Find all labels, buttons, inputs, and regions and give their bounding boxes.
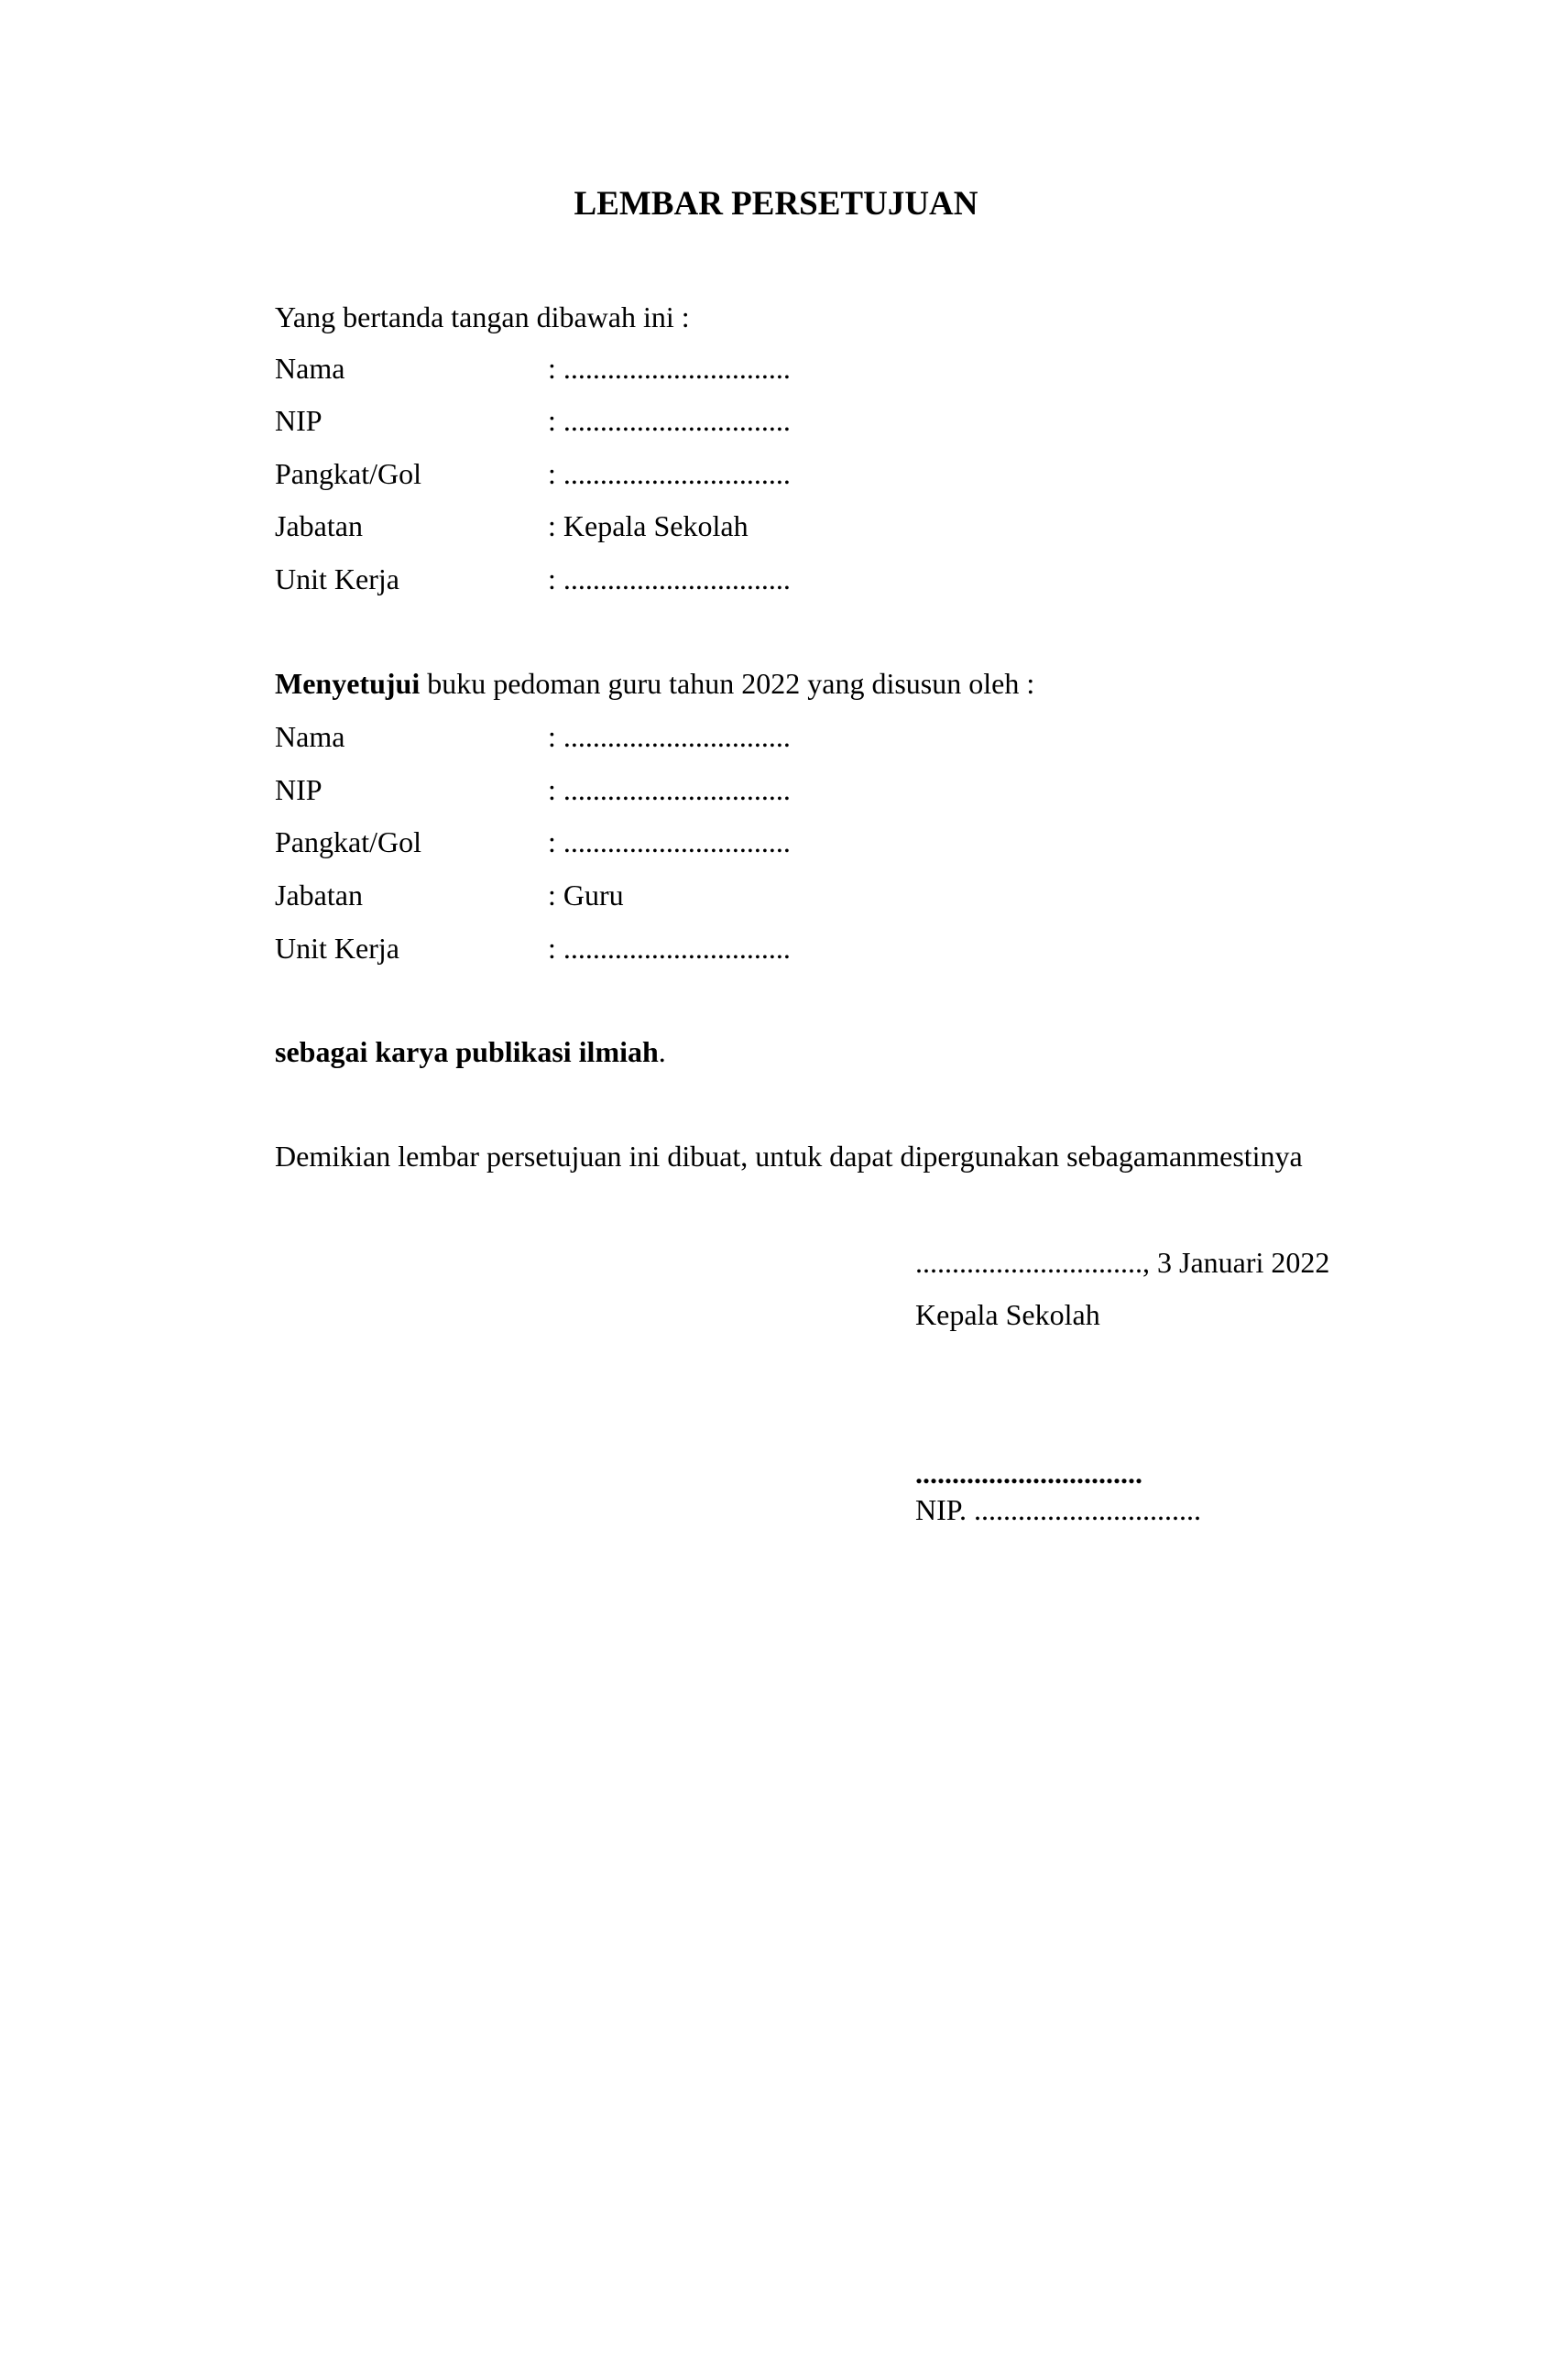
signature-role: Kepala Sekolah (915, 1298, 1100, 1331)
signer-value-pangkat: : ............................... (548, 457, 791, 490)
signer-value-nama: : ............................... (548, 352, 791, 385)
signer-value-nip: : ............................... (548, 404, 791, 437)
signer-value-jabatan: : Kepala Sekolah (548, 509, 749, 542)
author-label-nip: NIP (275, 773, 322, 806)
author-label-unit-kerja: Unit Kerja (275, 932, 399, 965)
signer-label-nip: NIP (275, 404, 322, 437)
author-label-pangkat: Pangkat/Gol (275, 825, 421, 858)
purpose-bold: sebagai karya publikasi ilmiah (275, 1035, 659, 1068)
signer-label-jabatan: Jabatan (275, 509, 363, 542)
signer-value-unit-kerja: : ............................... (548, 562, 791, 595)
author-value-jabatan: : Guru (548, 879, 624, 912)
author-label-nama: Nama (275, 720, 345, 753)
signer-label-nama: Nama (275, 352, 345, 385)
signer-label-pangkat: Pangkat/Gol (275, 457, 421, 490)
signature-name: ............................... (915, 1457, 1142, 1490)
purpose-statement (275, 1032, 666, 1072)
author-value-pangkat: : ............................... (548, 825, 791, 858)
approval-rest: buku pedoman guru tahun 2022 yang disusun oleh : (420, 667, 1035, 700)
signer-label-unit-kerja: Unit Kerja (275, 562, 399, 595)
author-label-jabatan: Jabatan (275, 879, 363, 912)
author-value-unit-kerja: : ............................... (548, 932, 791, 965)
signature-place-date: ..............................., 3 Januari 2022 (915, 1246, 1330, 1279)
purpose-rest: . (658, 1035, 666, 1068)
approval-bold: Menyetujui (275, 667, 421, 700)
author-value-nama: : ............................... (548, 720, 791, 753)
document-title: LEMBAR PERSETUJUAN (574, 185, 978, 223)
signature-nip: NIP. ............................... (915, 1493, 1202, 1526)
author-value-nip: : ............................... (548, 773, 791, 806)
approval-statement (275, 663, 1034, 704)
closing-statement: Demikian lembar persetujuan ini dibuat, untuk dapat dipergunakan sebagamanmestinya (275, 1140, 1303, 1173)
intro-text: Yang bertanda tangan dibawah ini : (275, 300, 690, 333)
